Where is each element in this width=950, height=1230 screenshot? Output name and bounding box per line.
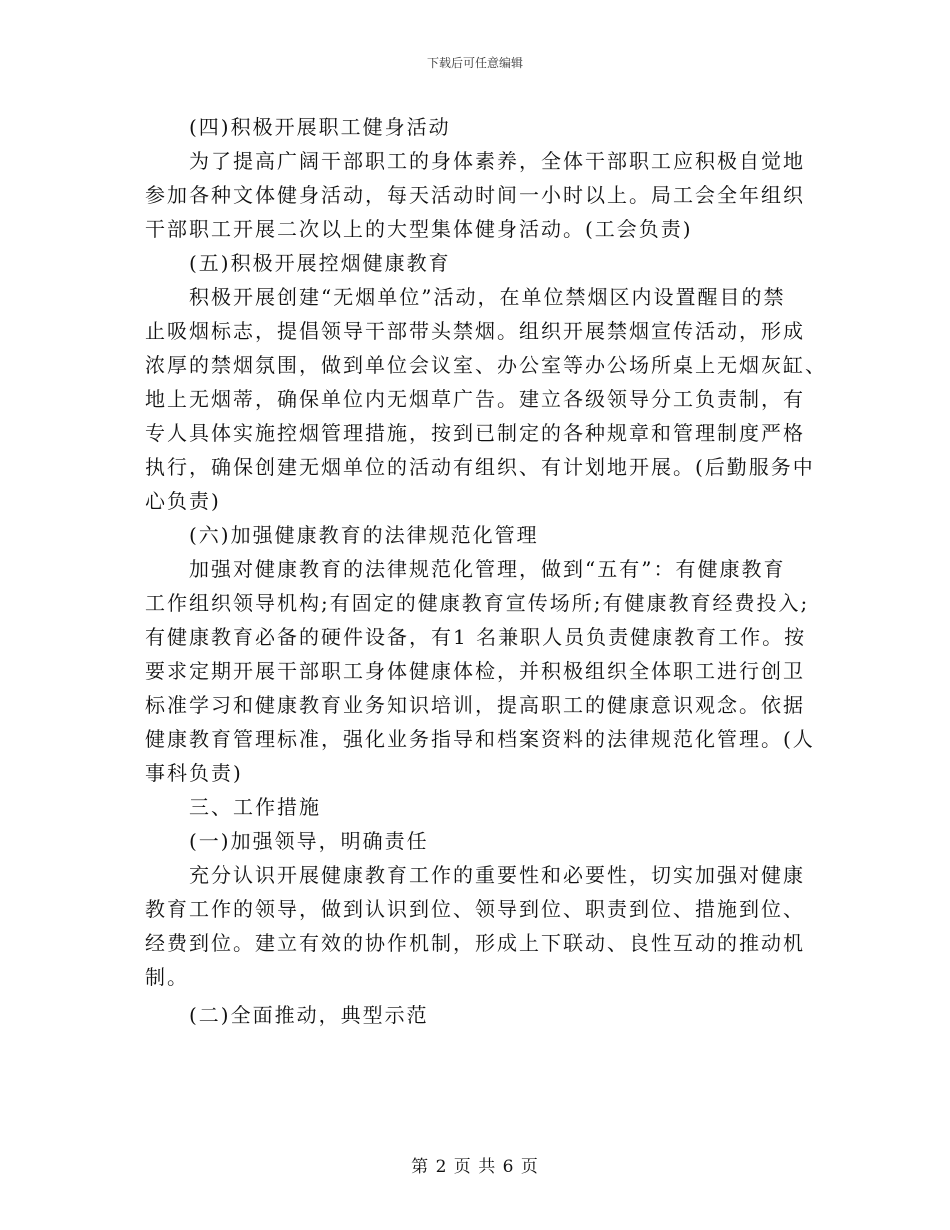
section-heading-1: (一)加强领导，明确责任 bbox=[189, 829, 429, 853]
paragraph-line: 干部职工开展二次以上的大型集体健身活动。(工会负责) bbox=[145, 217, 693, 241]
page-header-note: 下载后可任意编辑 bbox=[426, 56, 523, 70]
paragraph-line: 心负责) bbox=[145, 489, 221, 513]
paragraph-line: 标准学习和健康教育业务知识培训，提高职工的健康意识观念。依据 bbox=[145, 693, 805, 717]
section-heading-5: (五)积极开展控烟健康教育 bbox=[189, 251, 451, 275]
paragraph-line: 加强对健康教育的法律规范化管理，做到“五有”：有健康教育 bbox=[189, 557, 786, 581]
paragraph-line: 积极开展创建“无烟单位”活动，在单位禁烟区内设置醒目的禁 bbox=[189, 285, 786, 309]
paragraph-line: 专人具体实施控烟管理措施，按到已制定的各种规章和管理制度严格 bbox=[145, 421, 805, 445]
paragraph-line: 地上无烟蒂，确保单位内无烟草广告。建立各级领导分工负责制，有 bbox=[145, 387, 805, 411]
paragraph-line: 止吸烟标志，提倡领导干部带头禁烟。组织开展禁烟宣传活动，形成 bbox=[145, 319, 805, 343]
paragraph-line: 经费到位。建立有效的协作机制，形成上下联动、良性互动的推动机 bbox=[145, 931, 805, 955]
paragraph-line: 健康教育管理标准，强化业务指导和档案资料的法律规范化管理。(人 bbox=[145, 727, 815, 751]
paragraph-line: 要求定期开展干部职工身体健康体检，并积极组织全体职工进行创卫 bbox=[145, 659, 805, 683]
section-heading-2: (二)全面推动，典型示范 bbox=[189, 1003, 429, 1027]
document-body bbox=[145, 110, 827, 1032]
paragraph-line: 有健康教育必备的硬件设备，有1 名兼职人员负责健康教育工作。按 bbox=[145, 625, 807, 649]
paragraph-line: 教育工作的领导，做到认识到位、领导到位、职责到位、措施到位、 bbox=[145, 897, 805, 921]
section-heading-4: (四)积极开展职工健身活动 bbox=[189, 115, 451, 139]
paragraph-line: 为了提高广阔干部职工的身体素养，全体干部职工应积极自觉地 bbox=[189, 149, 805, 173]
paragraph-line: 参加各种文体健身活动，每天活动时间一小时以上。局工会全年组织 bbox=[145, 183, 805, 207]
paragraph-line: 充分认识开展健康教育工作的重要性和必要性，切实加强对健康 bbox=[189, 863, 805, 887]
paragraph-line: 工作组织领导机构;有固定的健康教育宣传场所;有健康教育经费投入; bbox=[145, 591, 810, 615]
section-heading-6: (六)加强健康教育的法律规范化管理 bbox=[189, 523, 539, 547]
chapter-heading-3: 三、工作措施 bbox=[189, 795, 321, 819]
paragraph-line: 制。 bbox=[145, 965, 189, 989]
page-number: 第 2 页 共 6 页 bbox=[411, 1157, 539, 1177]
paragraph-line: 事科负责) bbox=[145, 761, 243, 785]
paragraph-line: 浓厚的禁烟氛围，做到单位会议室、办公室等办公场所桌上无烟灰缸、 bbox=[145, 353, 827, 377]
paragraph-line: 执行，确保创建无烟单位的活动有组织、有计划地开展。(后勤服务中 bbox=[145, 455, 815, 479]
